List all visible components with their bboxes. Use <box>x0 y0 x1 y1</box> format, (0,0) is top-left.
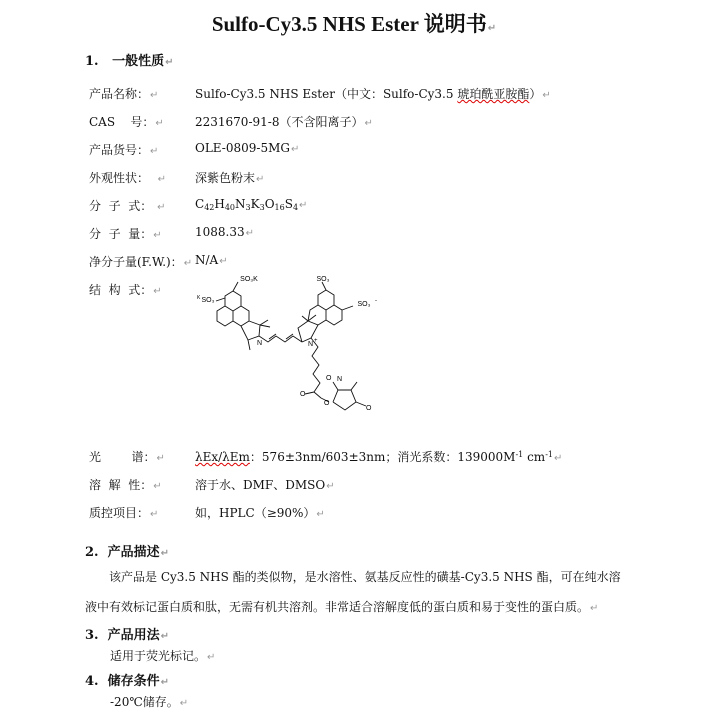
catalog-value: OLE-0809-5MG↵ <box>195 141 300 155</box>
oxygen-label: O <box>366 405 372 412</box>
quality-label: 质控项目：↵ <box>89 506 159 520</box>
so3-label: SO₃ <box>357 301 371 308</box>
solubility-label: 溶 解 性：↵ <box>89 478 162 492</box>
quality-value: 如，HPLC（≥90%）↵ <box>195 506 325 520</box>
storage-text: -20℃储存。↵ <box>110 695 189 709</box>
net-mw-label: 净分子量(F.W.)：↵ <box>89 255 193 269</box>
description-paragraph: 该产品是 Cy3.5 NHS 酯的类似物，是水溶性、氨基反应性的磺基-Cy3.5 NHS 酯，可在纯水溶液中有效标记蛋白质和肽，无需有机共溶剂。非常适合溶解度低的蛋白质和易于变性的蛋白质。↵ <box>85 570 621 614</box>
chemical-structure-image <box>190 268 390 444</box>
section-heading-2: 2. 产品描述↵ <box>85 545 170 560</box>
formula-value: $C_{42}H_{40}N_3K_3O_{16}S_4↵$ <box>195 197 308 212</box>
nitrogen-label: N <box>337 376 343 383</box>
catalog-label: 产品货号：↵ <box>89 143 159 157</box>
paragraph-mark: ↵ <box>487 23 497 34</box>
usage-text: 适用于荧光标记。↵ <box>110 649 216 663</box>
net-mw-value: N/A↵ <box>195 253 228 267</box>
product-name-value: Sulfo-Cy3.5 NHS Ester（中文：Sulfo-Cy3.5 琥珀酰亚胺酯）↵ <box>195 87 551 101</box>
cas-label: CAS 号：↵ <box>89 115 164 129</box>
structure-label: 结 构 式：↵ <box>89 283 162 297</box>
solubility-value: 溶于水、DMF、DMSO↵ <box>195 478 335 492</box>
mw-label: 分 子 量：↵ <box>89 227 162 241</box>
product-name-label: 产品名称：↵ <box>89 87 159 101</box>
oxygen-label: O <box>300 391 306 398</box>
section-heading-1: 1. 一般性质↵ <box>85 54 174 69</box>
potassium-label: K <box>197 295 201 301</box>
oxygen-label: O <box>326 375 332 382</box>
nitrogen-label: N <box>257 340 263 347</box>
spectrum-value: λEx/λEm：576±3nm/603±3nm；消光系数：$139000M^{-1}$ $cm^{-1}↵$ <box>195 450 563 464</box>
section-heading-3: 3. 产品用法↵ <box>85 628 170 643</box>
oxygen-label: O <box>324 400 330 407</box>
appearance-label: 外观性状： ↵ <box>89 171 167 185</box>
nitrogen-label: N <box>308 341 314 348</box>
so3-label: SO₃ <box>201 297 215 304</box>
section-heading-4: 4. 储存条件↵ <box>85 674 170 689</box>
spectrum-label: 光 谱：↵ <box>89 450 165 464</box>
formula-label: 分 子 式： ↵ <box>89 199 166 213</box>
cas-value: 2231670-91-8（不含阳离子）↵ <box>195 115 373 129</box>
charge-label: + <box>314 338 318 344</box>
charge-label: - <box>375 298 377 304</box>
left-outer-ring <box>225 291 241 311</box>
appearance-value: 深紫色粉末↵ <box>195 171 265 185</box>
mw-value: 1088.33↵ <box>195 225 255 239</box>
so3k-label: SO₃K <box>240 276 258 283</box>
document-title: Sulfo-Cy3.5 NHS Ester 说明书↵ <box>211 12 497 36</box>
so3-label: SO₃ <box>316 276 330 283</box>
